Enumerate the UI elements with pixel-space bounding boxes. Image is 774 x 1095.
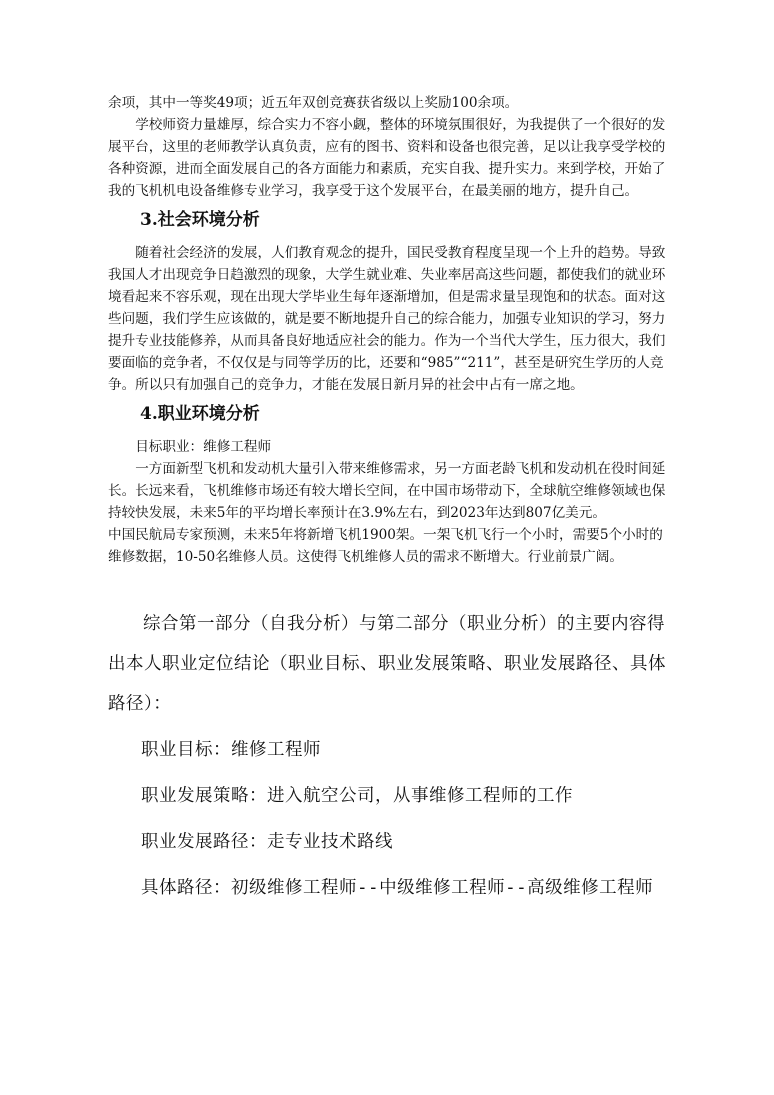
- specific-path-item: 具体路径：初级维修工程师--中级维修工程师--高级维修工程师: [141, 878, 654, 898]
- career-environment-heading: 4.职业环境分析: [140, 404, 260, 424]
- career-path-item: 职业发展路径：走专业技术路线: [141, 832, 393, 852]
- career-goal-item: 职业目标：维修工程师: [141, 740, 321, 760]
- social-environment-heading: 3.社会环境分析: [140, 210, 260, 230]
- awards-continuation: 余项，其中一等奖49项；近五年双创竞赛获省级以上奖励100余项。: [108, 95, 519, 111]
- spacer: [108, 428, 668, 436]
- career-environment-paragraph-1: 一方面新型飞机和发动机大量引入带来维修需求，另一方面老龄飞机和发动机在役时间延长。长远来看，飞机维修市场还有较大增长空间，在中国市场带动下，全球航空维修领域也保持较快发展，未来5年的平均增长率预计在3.9%左右，到2023年达到807亿美元。: [108, 461, 666, 521]
- spacer: [108, 234, 668, 242]
- career-environment-paragraph-2: 中国民航局专家预测，未来5年将新增飞机1900架。一架飞机飞行一个小时，需要5个小时的维修数据，10-50名维修人员。这使得飞机维修人员的需求不断增大。行业前景广阔。: [108, 527, 663, 565]
- career-strategy-item: 职业发展策略：进入航空公司，从事维修工程师的工作: [141, 786, 573, 806]
- body-text: [108, 92, 668, 568]
- target-career-label: 目标职业：维修工程师: [135, 439, 272, 455]
- summary-intro: 综合第一部分（自我分析）与第二部分（职业分析）的主要内容得出本人职业定位结论（职业目标、职业发展策略、职业发展路径、具体路径）：: [108, 614, 666, 714]
- school-environment-paragraph: 学校师资力量雄厚，综合实力不容小觑，整体的环境氛围很好，为我提供了一个很好的发展平台，这里的老师教学认真负责，应有的图书、资料和设备也很完善，足以让我享受学校的各种资源，进而全面发展自己的各方面能力和素质，充实自我、提升实力。来到学校，开始了我的飞机机电设备维修专业学习，我享受于这个发展平台，在最美丽的地方，提升自己。: [108, 117, 666, 199]
- career-positioning-summary: [108, 604, 676, 908]
- social-environment-paragraph: 随着社会经济的发展，人们教育观念的提升，国民受教育程度呈现一个上升的趋势。导致我国人才出现竞争日趋激烈的现象，大学生就业难、失业率居高这些问题，都使我们的就业环境看起来不容乐观，现在出现大学毕业生每年逐渐增加，但是需求量呈现饱和的状态。面对这些问题，我们学生应该做的，就是要不断地提升自己的综合能力，加强专业知识的学习，努力提升专业技能修养，从而具备良好地适应社会的能力。作为一个当代大学生，压力很大，我们要面临的竞争者，不仅仅是与同等学历的比，还要和“985”“211”，甚至是研究生学历的人竞争。所以只有加强自己的竞争力，才能在发展日新月异的社会中占有一席之地。: [108, 245, 666, 393]
